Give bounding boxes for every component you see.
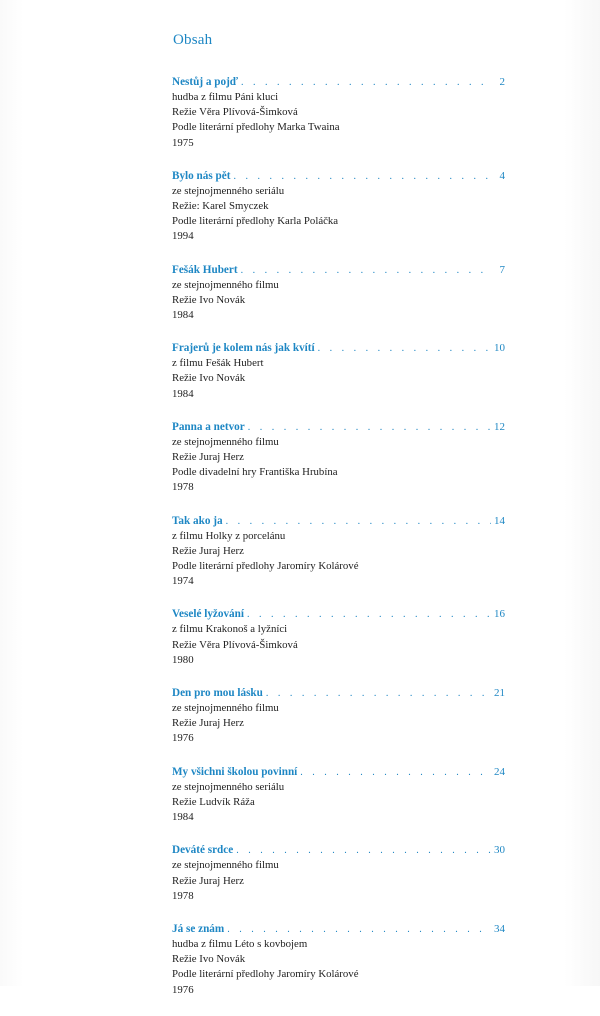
table-of-contents-heading: Obsah <box>173 32 213 48</box>
toc-entry <box>172 263 505 324</box>
toc-entry <box>172 341 505 402</box>
toc-entry-detail-line: z filmu Fešák Hubert <box>172 357 264 370</box>
toc-entry-header <box>172 922 505 937</box>
toc-entry-header <box>172 263 505 278</box>
toc-entry-detail-line: Režie Ludvík Ráža <box>172 795 255 808</box>
dot-leader <box>318 341 491 356</box>
toc-entry-detail-line: 1980 <box>172 653 194 666</box>
toc-entry-detail-line: Režie Juraj Herz <box>172 544 244 557</box>
toc-entry-detail-line: Režie: Karel Smyczek <box>172 200 269 213</box>
toc-entry <box>172 169 505 245</box>
toc-entry-header <box>172 765 505 780</box>
dot-leader <box>226 514 491 529</box>
toc-entry-detail-line: Režie Ivo Novák <box>172 372 246 385</box>
toc-entry-header <box>172 75 505 90</box>
toc-entry <box>172 765 505 826</box>
toc-entry-header <box>172 341 505 356</box>
toc-entry-page-number: 10 <box>494 342 505 355</box>
toc-entry-page-number: 12 <box>494 420 505 433</box>
toc-entry-detail-line: 1994 <box>172 230 194 243</box>
toc-entry-detail-line: Režie Věra Plívová-Šimková <box>172 106 298 119</box>
toc-entry-title: Deváté srdce <box>172 844 234 857</box>
toc-entry-detail-line: Režie Věra Plívová-Šimková <box>172 638 298 651</box>
dot-leader <box>241 75 491 90</box>
toc-entry-page-number: 2 <box>499 76 505 88</box>
toc-entry <box>172 922 505 998</box>
toc-entry-header <box>172 420 505 435</box>
toc-entry-detail-line: z filmu Krakonoš a lyžníci <box>172 623 288 636</box>
toc-entry-detail-line: Podle divadelní hry Františka Hrubína <box>172 466 338 479</box>
toc-entry-detail-line: Podle literární předlohy Jaromíry Kolárové <box>172 968 359 981</box>
toc-entry-detail-line: 1984 <box>172 309 194 322</box>
toc-entry-title: Veselé lyžování <box>172 608 244 621</box>
toc-entry-title: Nestůj a pojď <box>172 76 239 88</box>
toc-entry-list <box>172 75 505 1016</box>
toc-entry-detail-line: 1978 <box>172 481 194 494</box>
toc-entry-detail-line: Podle literární předlohy Karla Poláčka <box>172 215 339 228</box>
toc-entry-detail-line: hudba z filmu Páni kluci <box>172 91 279 103</box>
toc-entry-title: My všichni školou povinní <box>172 765 298 778</box>
toc-entry-detail-line: 1978 <box>172 889 194 902</box>
toc-entry-detail-line: 1984 <box>172 811 194 824</box>
toc-entry-detail-line: 1976 <box>172 983 194 996</box>
toc-entry-detail-line: Režie Juraj Herz <box>172 451 244 464</box>
toc-entry <box>172 686 505 747</box>
dot-leader <box>236 843 491 858</box>
toc-entry <box>172 420 505 496</box>
toc-entry-title: Já se znám <box>172 922 225 935</box>
toc-entry-detail-line: ze stejnojmenného seriálu <box>172 184 285 197</box>
toc-entry-detail-line: ze stejnojmenného seriálu <box>172 780 285 793</box>
toc-entry <box>172 75 505 151</box>
toc-entry-page-number: 7 <box>499 263 505 276</box>
toc-entry <box>172 843 505 904</box>
toc-entry-title: Tak ako ja <box>172 514 223 527</box>
toc-entry-detail-line: ze stejnojmenného filmu <box>172 702 279 715</box>
toc-entry-detail-line: 1984 <box>172 387 194 400</box>
toc-entry-header <box>172 514 505 529</box>
toc-entry-detail-line: ze stejnojmenného filmu <box>172 435 279 448</box>
toc-entry-detail-line: 1975 <box>172 136 194 149</box>
toc-entry-detail-line: ze stejnojmenného filmu <box>172 278 279 291</box>
toc-entry-page-number: 21 <box>494 687 505 700</box>
toc-entry-header <box>172 169 505 184</box>
toc-entry-detail-line: Režie Juraj Herz <box>172 874 244 887</box>
toc-entry-title: Bylo nás pět <box>172 169 231 182</box>
toc-entry-page-number: 34 <box>494 922 505 935</box>
toc-entry-detail-line: ze stejnojmenného filmu <box>172 859 279 872</box>
dot-leader <box>300 765 491 780</box>
toc-entry-page-number: 16 <box>494 608 505 621</box>
toc-entry-header <box>172 843 505 858</box>
dot-leader <box>247 607 491 622</box>
toc-entry-title: Panna a netvor <box>172 420 245 433</box>
dot-leader <box>233 169 491 184</box>
toc-entry-detail-line: 1974 <box>172 575 194 588</box>
toc-entry-detail-line: Režie Ivo Novák <box>172 953 246 966</box>
toc-entry-header <box>172 607 505 622</box>
dot-leader <box>248 420 491 435</box>
dot-leader <box>241 263 491 278</box>
toc-entry <box>172 514 505 590</box>
toc-entry-page-number: 30 <box>494 844 505 857</box>
toc-entry-detail-line: Podle literární předlohy Jaromíry Kolárové <box>172 560 359 573</box>
toc-entry-title: Den pro mou lásku <box>172 687 263 700</box>
toc-entry-header <box>172 686 505 701</box>
dot-leader <box>266 686 491 701</box>
toc-entry-detail-line: hudba z filmu Léto s kovbojem <box>172 937 308 950</box>
toc-entry-title: Fešák Hubert <box>172 263 238 276</box>
toc-entry <box>172 607 505 668</box>
dot-leader <box>227 922 491 937</box>
toc-entry-page-number: 14 <box>494 514 505 527</box>
toc-entry-page-number: 24 <box>494 765 505 778</box>
toc-entry-detail-line: 1976 <box>172 732 194 745</box>
toc-entry-title: Frajerů je kolem nás jak kvítí <box>172 342 315 355</box>
toc-entry-detail-line: Režie Juraj Herz <box>172 717 244 730</box>
toc-entry-detail-line: z filmu Holky z porcelánu <box>172 529 286 542</box>
toc-entry-page-number: 4 <box>499 169 505 182</box>
toc-entry-detail-line: Podle literární předlohy Marka Twaina <box>172 121 340 134</box>
toc-entry-detail-line: Režie Ivo Novák <box>172 293 246 306</box>
